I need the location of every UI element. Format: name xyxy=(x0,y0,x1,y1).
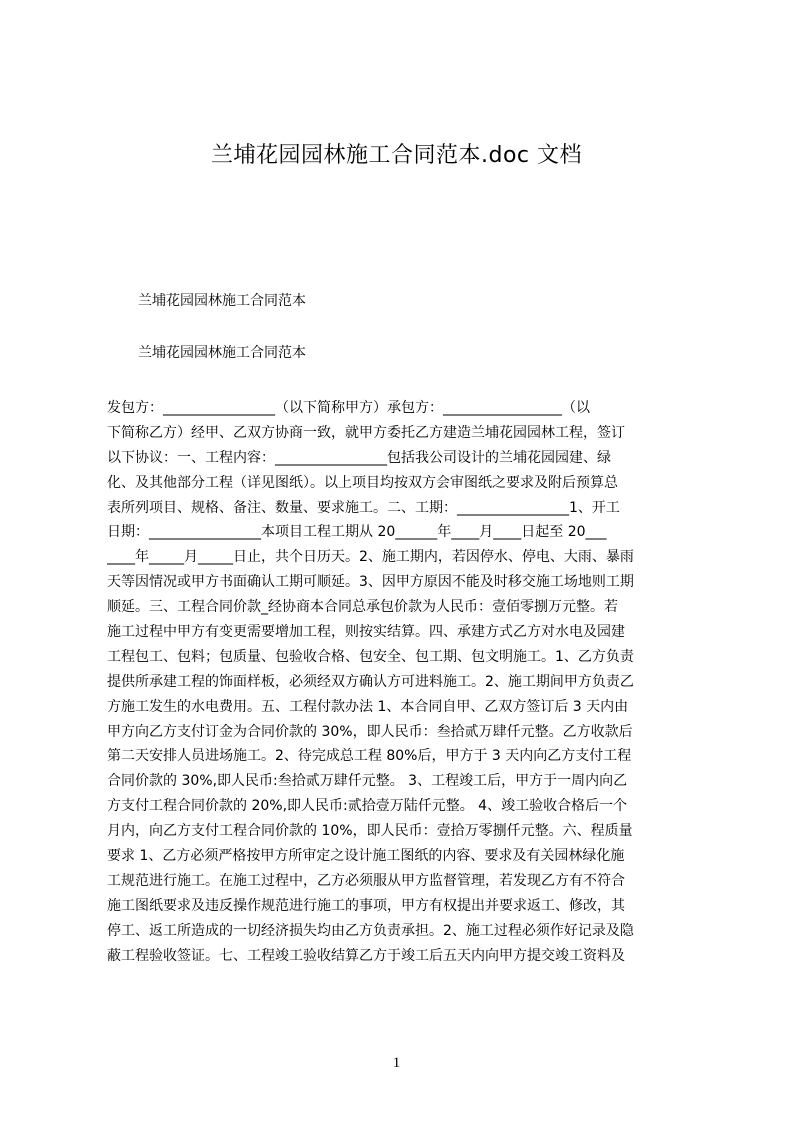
body-line: 天等因情况或甲方书面确认工期可顺延。3、因甲方原因不能及时移交施工场地则工期 xyxy=(107,574,634,591)
document-title: 兰埔花园园林施工合同范本.doc 文档 xyxy=(210,143,582,168)
body-line: 发包方：________________（以下简称甲方）承包方：_________________（以 xyxy=(107,400,590,416)
body-line: 合同价款的 30%,即人民币:叁拾贰万肆仟元整。 3、工程竣工后，甲方于一周内向乙 xyxy=(107,773,628,790)
body-line: 提供所承建工程的饰面样板，必须经双方确认方可进料施工。2、施工期间甲方负责乙 xyxy=(107,673,634,690)
body-line: 方施工发生的水电费用。五、工程付款办法 1、本合同自甲、乙双方签订后 3 天内由 xyxy=(107,698,629,715)
body-line: 工规范进行施工。在施工过程中，乙方必须服从甲方监督管理，若发现乙方有不符合 xyxy=(107,872,625,889)
page-number: 1 xyxy=(392,1055,401,1071)
body-line: 停工、返工所造成的一切经济损失均由乙方负责承担。2、施工过程必须作好记录及隐 xyxy=(107,922,634,939)
body-line: 下简称乙方）经甲、乙双方协商一致，就甲方委托乙方建造兰埔花园园林工程，签订 xyxy=(107,424,625,441)
body-line: 化、及其他部分工程（详见图纸）。以上项目均按双方会审图纸之要求及附后预算总 xyxy=(107,474,618,491)
body-line: 方支付工程合同价款的 20%,即人民币:贰拾壹万陆仟元整。 4、竣工验收合格后一个 xyxy=(107,798,628,815)
contract-heading-repeat: 兰埔花园园林施工合同范本 xyxy=(138,345,306,361)
contract-heading: 兰埔花园园林施工合同范本 xyxy=(138,293,306,309)
body-line: 顺延。三、工程合同价款_经协商本合同总承包价款为人民币：壹佰零捌万元整。若 xyxy=(107,599,618,616)
body-line: 施工过程中甲方有变更需要增加工程，则按实结算。四、承建方式乙方对水电及园建 xyxy=(107,624,625,641)
body-line: 施工图纸要求及违反操作规范进行施工的事项，甲方有权提出并要求返工、修改，其 xyxy=(107,897,625,914)
contract-body xyxy=(107,396,697,1036)
body-line: 工程包工、包料；包质量、包验收合格、包安全、包工期、包文明施工。1、乙方负责 xyxy=(107,648,634,665)
body-line: 月内，向乙方支付工程合同价款的 10%，即人民币：壹拾万零捌仟元整。六、程质量 xyxy=(107,823,633,840)
body-line: ____年_____月_____日止，共个日历天。2、施工期内，若因停水、停电、大雨、暴雨 xyxy=(107,549,634,566)
body-line: 以下协议：一、工程内容：________________包括我公司设计的兰埔花园园建、绿 xyxy=(107,449,611,466)
body-line: 第二天安排人员进场施工。2、待完成总工程 80%后，甲方于 3 天内向乙方支付工程 xyxy=(107,748,632,765)
body-line: 甲方向乙方支付订金为合同价款的 30%，即人民币：叁拾贰万肆仟元整。乙方收款后 xyxy=(107,723,633,740)
body-line: 要求 1、乙方必须严格按甲方所审定之设计施工图纸的内容、要求及有关园林绿化施 xyxy=(107,848,625,865)
body-line: 蔽工程验收签证。七、工程竣工验收结算乙方于竣工后五天内向甲方提交竣工资料及 xyxy=(107,947,625,964)
body-line: 表所列项目、规格、备注、数量、要求施工。二、工期：________________1、开工 xyxy=(107,499,620,516)
body-line: 日期：________________本项目工程工期从 20______年____月____日起至 20___ xyxy=(107,524,607,541)
